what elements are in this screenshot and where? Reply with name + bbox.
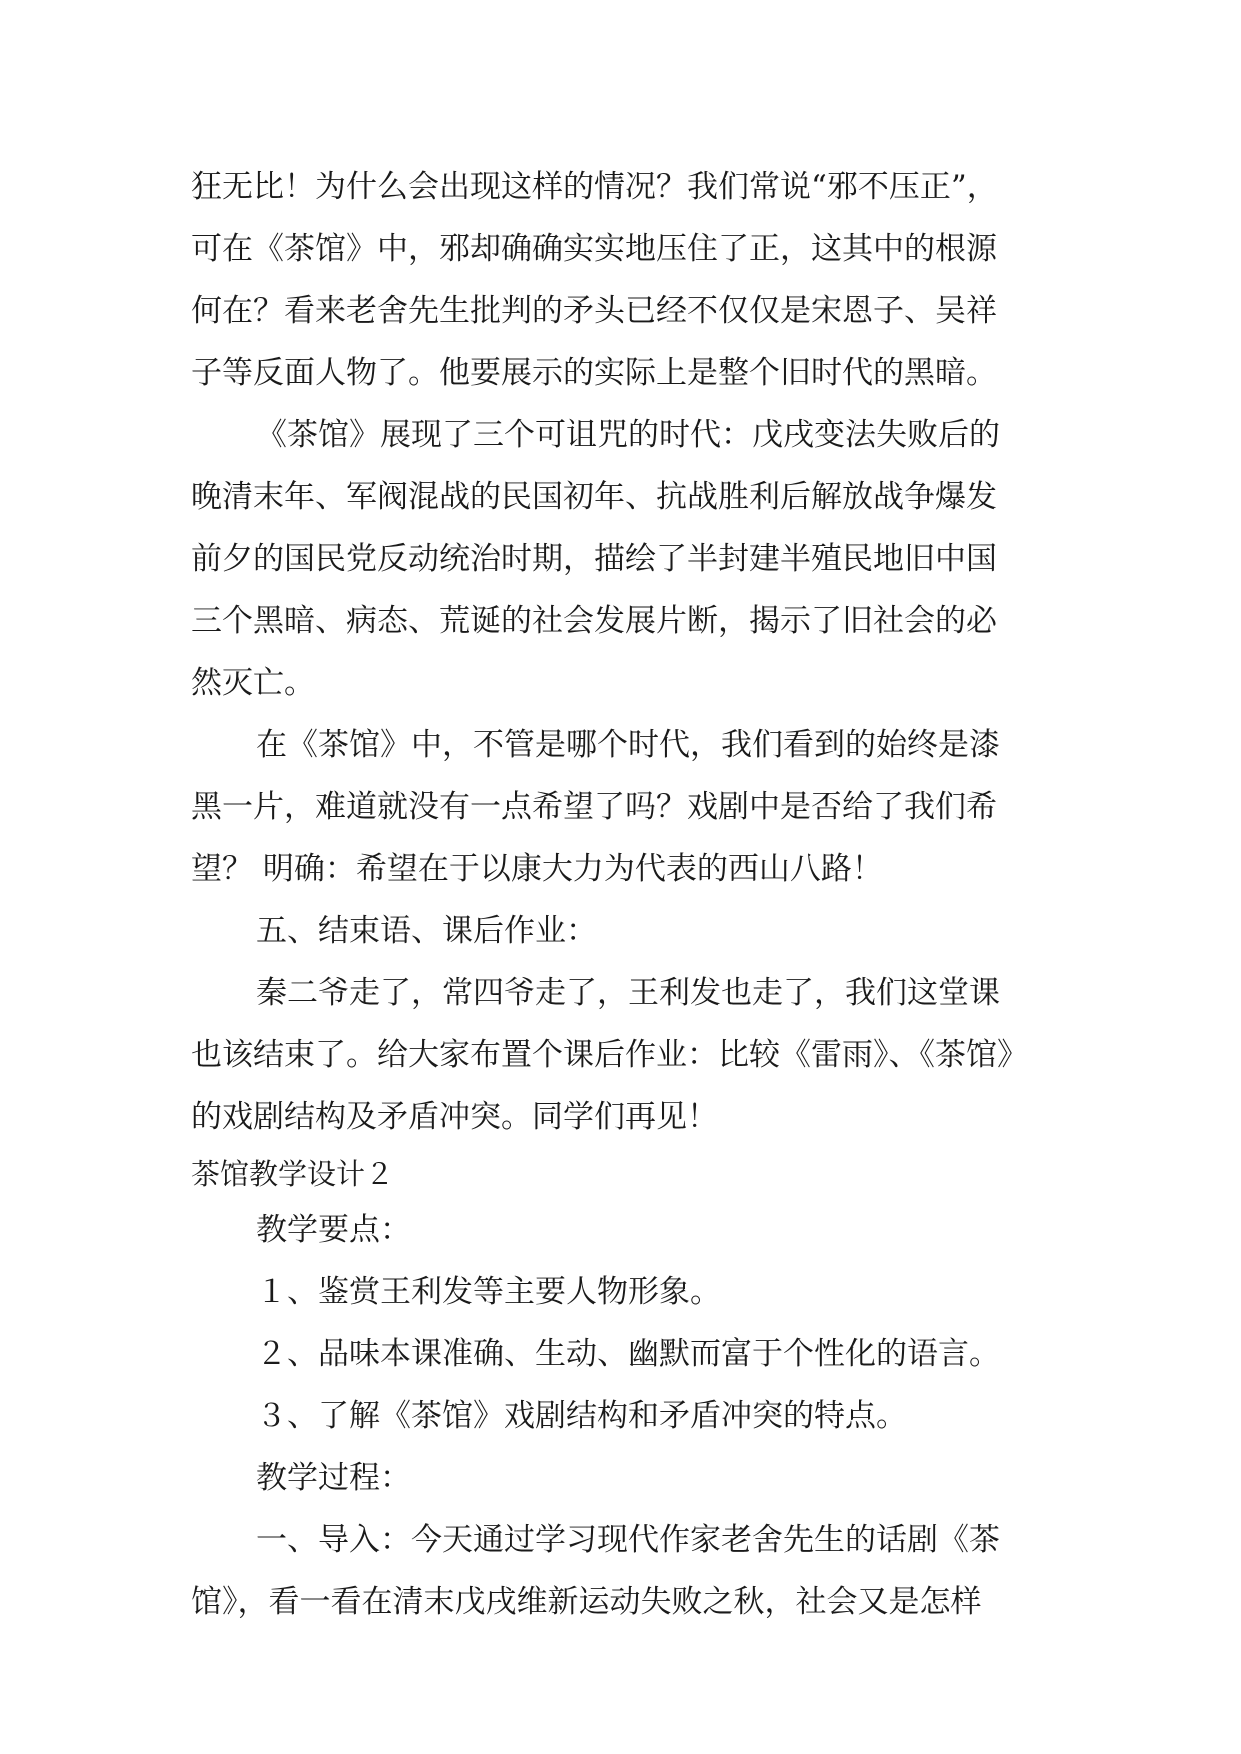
text-line: 秦二爷走了，常四爷走了，王利发也走了，我们这堂课 (256, 975, 1000, 1011)
section-heading: 教学过程： (256, 1460, 411, 1496)
text-line: 晚清末年、军阀混战的民国初年、抗战胜利后解放战争爆发 (191, 479, 997, 515)
text-line: 《茶馆》展现了三个可诅咒的时代：戊戌变法失败后的 (256, 417, 1000, 453)
section-heading: 教学要点： (256, 1212, 411, 1248)
section-heading: 五、结束语、课后作业： (256, 913, 597, 949)
list-item: １、鉴赏王利发等主要人物形象。 (256, 1274, 721, 1310)
text-line: 望？ 明确：希望在于以康大力为代表的西山八路！ (191, 851, 883, 887)
text-line: 馆》，看一看在清末戊戌维新运动失败之秋，社会又是怎样 (191, 1584, 982, 1620)
text-line: 在《茶馆》中，不管是哪个时代，我们看到的始终是漆 (256, 727, 1000, 763)
text-line: 的戏剧结构及矛盾冲突。同学们再见！ (191, 1099, 718, 1135)
text-line: 子等反面人物了。他要展示的实际上是整个旧时代的黑暗。 (191, 355, 997, 391)
list-item: ３、了解《茶馆》戏剧结构和矛盾冲突的特点。 (256, 1398, 907, 1434)
text-line: 三个黑暗、病态、荒诞的社会发展片断，揭示了旧社会的必 (191, 603, 997, 639)
section-title: 茶馆教学设计２ (191, 1157, 395, 1191)
text-line: 前夕的国民党反动统治时期，描绘了半封建半殖民地旧中国 (191, 541, 997, 577)
text-line: 也该结束了。给大家布置个课后作业：比较《雷雨》、《茶馆》 (191, 1037, 1028, 1073)
text-line: 一、导入：今天通过学习现代作家老舍先生的话剧《茶 (256, 1522, 1000, 1558)
text-line: 然灭亡。 (191, 665, 315, 701)
text-line: 可在《茶馆》中，邪却确确实实地压住了正，这其中的根源 (191, 231, 997, 267)
text-line: 狂无比！为什么会出现这样的情况？我们常说“邪不压正”， (191, 169, 998, 205)
text-line: 何在？看来老舍先生批判的矛头已经不仅仅是宋恩子、吴祥 (191, 293, 997, 329)
list-item: ２、品味本课准确、生动、幽默而富于个性化的语言。 (256, 1336, 1000, 1372)
text-line: 黑一片，难道就没有一点希望了吗？戏剧中是否给了我们希 (191, 789, 997, 825)
